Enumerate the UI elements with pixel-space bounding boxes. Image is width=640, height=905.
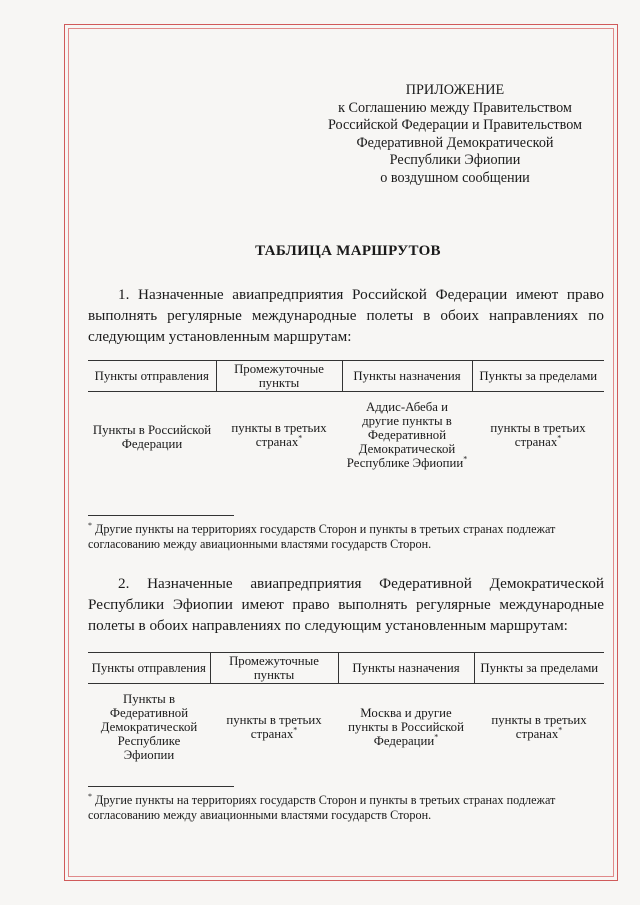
header-cell: Пункты отправления	[88, 653, 210, 684]
footnote-rule	[88, 786, 234, 787]
header-cell: Пункты отправления	[88, 361, 216, 392]
appendix-line: Федеративной Демократической	[356, 134, 554, 151]
table-cell: пункты в третьих странах*	[490, 421, 586, 449]
footnote-mark: *	[463, 454, 468, 464]
table-header-row	[88, 653, 604, 684]
table-cell: пункты в третьих странах*	[231, 421, 327, 449]
paragraph-line: следующим установленным маршрутам:	[88, 328, 352, 345]
paragraph-line: полеты в обоих направлениях по следующим установленным маршрутам:	[88, 617, 568, 634]
table-cell: Москва и другие пункты в Российской Федерации*	[348, 706, 464, 748]
table-header-row	[88, 361, 604, 392]
header-cell: Пункты назначения	[342, 361, 472, 392]
footnote-1: * Другие пункты на территориях государств Сторон и пункты в третьих странах подлежат согласованию между авиационными властями государств Сторон.	[88, 520, 556, 551]
table-cell: Аддис-Абеба и другие пункты в Федеративной Демократической Республике Эфиопии*	[346, 400, 468, 470]
document-title: ТАБЛИЦА МАРШРУТОВ	[255, 243, 441, 259]
table-row	[88, 684, 604, 771]
routes-table-1	[88, 360, 604, 478]
header-cell: Пункты за пределами	[472, 361, 604, 392]
footnote-mark: *	[434, 732, 439, 742]
header-cell: Пункты назначения	[338, 653, 474, 684]
appendix-line: ПРИЛОЖЕНИЕ	[405, 82, 505, 98]
table-cell: пункты в третьих странах*	[491, 713, 587, 741]
appendix-line: Республики Эфиопии	[389, 152, 521, 168]
footnote-mark: *	[298, 433, 303, 443]
appendix-line: о воздушном сообщении	[380, 169, 530, 186]
footnote-mark: *	[293, 725, 298, 735]
table-cell: пункты в третьих странах*	[226, 713, 322, 741]
appendix-line: к Соглашению между Правительством	[338, 99, 572, 116]
table-row	[88, 392, 604, 479]
paragraph-line: 1. Назначенные авиапредприятия Российской Федерации имеют право	[118, 286, 604, 303]
header-cell: Промежуточные пункты	[210, 653, 338, 684]
header-cell: Пункты за пределами	[474, 653, 604, 684]
header-cell: Промежуточные пункты	[216, 361, 342, 392]
table-cell: Пункты в Российской Федерации	[92, 423, 212, 451]
routes-table-2	[88, 652, 604, 770]
paragraph-1	[88, 284, 604, 347]
paragraph-line: 2. Назначенные авиапредприятия Федеративной Демократической	[118, 575, 604, 592]
paragraph-line: выполнять регулярные международные полеты в обоих направлениях по	[88, 307, 604, 324]
appendix-header	[300, 82, 610, 187]
footnote-mark: *	[558, 725, 563, 735]
paragraph-2	[88, 573, 604, 636]
table-cell: Пункты в Федеративной Демократической Республике Эфиопии	[100, 692, 198, 762]
appendix-line: Российской Федерации и Правительством	[327, 117, 583, 133]
footnote-rule	[88, 515, 234, 516]
footnote-2: * Другие пункты на территориях государств Сторон и пункты в третьих странах подлежат согласованию между авиационными властями государств Сторон.	[88, 791, 556, 822]
footnote-mark: *	[557, 433, 562, 443]
paragraph-line: Республики Эфиопии имеют право выполнять регулярные международные	[88, 596, 604, 613]
